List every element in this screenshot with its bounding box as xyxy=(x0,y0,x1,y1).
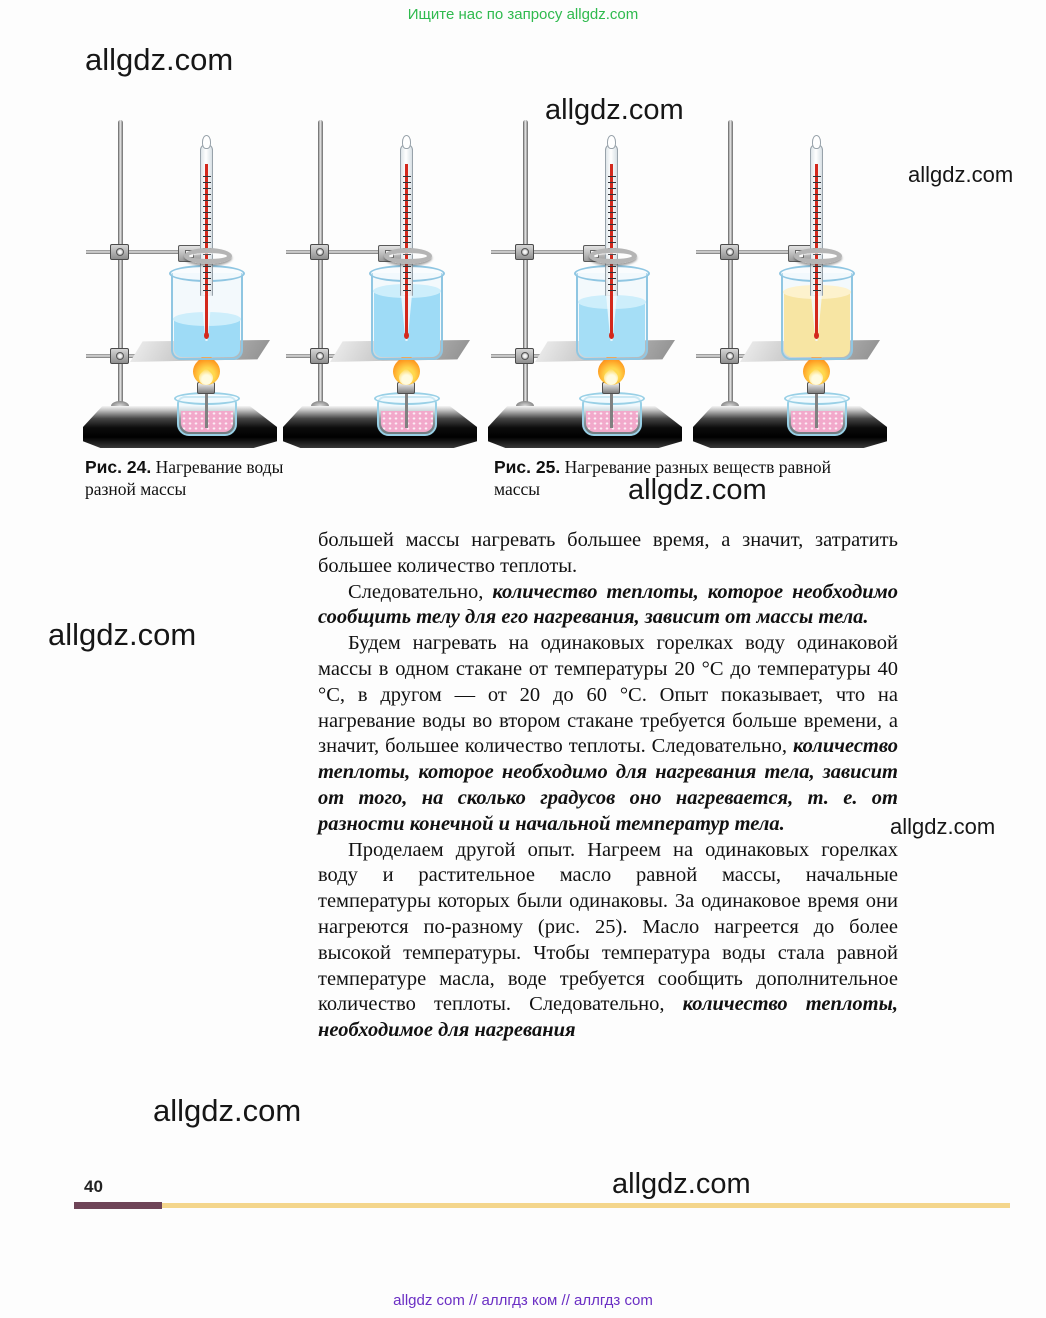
clamp-screw-icon xyxy=(726,352,734,360)
figure-label: Рис. 24. xyxy=(85,457,152,477)
clamp-screw-icon xyxy=(521,248,529,256)
body-text xyxy=(318,528,898,1044)
burner-wick xyxy=(405,394,408,428)
watermark: allgdz.com xyxy=(153,1093,302,1128)
search-banner: Ищите нас по запросу allgdz.com xyxy=(407,6,639,23)
clamp-screw-icon xyxy=(316,248,324,256)
footer-links: allgdz com // аллгдз ком // аллгдз com xyxy=(393,1292,653,1309)
burner-wick xyxy=(815,394,818,428)
watermark: allgdz.com xyxy=(85,42,234,77)
watermark: allgdz.com xyxy=(628,474,767,506)
emphasis-run: количество теплоты, которое необходимо для нагревания тела, зависит от того, на сколько градусов оно нагревается, т. е. от разности конечной и начальной температур тела. xyxy=(318,735,898,835)
text-run: Следовательно, xyxy=(348,580,493,603)
paragraph xyxy=(318,631,898,837)
page-number: 40 xyxy=(84,1177,103,1196)
watermark: allgdz.com xyxy=(908,162,1014,187)
watermark: allgdz.com xyxy=(890,814,996,839)
figure-caption-text: Нагревание воды разной массы xyxy=(85,457,284,499)
clamp-screw-icon xyxy=(116,352,124,360)
thermometer-bulb xyxy=(814,332,819,339)
upper-clamp xyxy=(110,244,129,260)
thermometer-bulb xyxy=(404,332,409,339)
footer-rule-gold xyxy=(162,1203,1010,1208)
thermometer-scale xyxy=(813,176,821,292)
emphasis-run: количество теплоты, которое необходимо сообщить телу для его нагревания, зависит от массы тела. xyxy=(318,580,899,629)
watermark: allgdz.com xyxy=(545,94,684,126)
apparatus-oil-equal-mass xyxy=(693,118,889,452)
watermark: allgdz.com xyxy=(48,617,197,652)
figure-caption-text: Нагревание разных веществ равной массы xyxy=(494,457,831,499)
holder-ring xyxy=(794,248,842,264)
thermometer-bulb xyxy=(204,332,209,339)
thermometer-scale xyxy=(203,176,211,292)
watermark: allgdz.com xyxy=(612,1168,751,1200)
text-run: Проделаем другой опыт. Нагреем на одинаковых горелках воду и растительное масло равной массы, начальные температуры которых были одинаковы. За одинаковое время они нагреются по-разному (рис. 25). Масло нагреется до более высокой температуры. Чтобы температура воды стала равной температуре масла, воде требуется сообщить дополнительное количество теплоты. Следовательно, xyxy=(318,838,898,1016)
lower-clamp xyxy=(515,348,534,364)
footer-rule-dark xyxy=(74,1202,162,1209)
thermometer-top xyxy=(607,135,616,149)
thermometer-bulb xyxy=(609,332,614,339)
upper-clamp xyxy=(515,244,534,260)
figure-caption-24 xyxy=(85,456,335,500)
paragraph xyxy=(318,580,898,632)
lower-clamp xyxy=(110,348,129,364)
holder-ring xyxy=(589,248,637,264)
text-run: Будем нагревать на одинаковых горелках воду одинаковой массы в одном стакане от температуры 20 °C до температуры 40 °C, в другом — от 20 до 60 °C. Опыт показывает, что на нагревание воды во втором стакане требуется больше времени, а значит, большее количество теплоты. Следовательно, xyxy=(318,632,898,758)
apparatus-water-small-mass xyxy=(83,118,279,452)
thermometer-scale xyxy=(608,176,616,292)
holder-ring xyxy=(184,248,232,264)
clamp-screw-icon xyxy=(116,248,124,256)
burner-wick xyxy=(205,394,208,428)
apparatus-water-equal-mass xyxy=(488,118,684,452)
clamp-screw-icon xyxy=(316,352,324,360)
stand-rod xyxy=(318,120,323,412)
thermometer-top xyxy=(202,135,211,149)
lower-clamp xyxy=(720,348,739,364)
figure-label: Рис. 25. xyxy=(494,457,561,477)
lower-clamp xyxy=(310,348,329,364)
burner-wick xyxy=(610,394,613,428)
upper-clamp xyxy=(720,244,739,260)
stand-rod xyxy=(728,120,733,412)
thermometer-scale xyxy=(403,176,411,292)
figure-caption-25 xyxy=(494,456,854,500)
apparatus-water-large-mass xyxy=(283,118,479,452)
paragraph xyxy=(318,528,898,580)
upper-clamp xyxy=(310,244,329,260)
emphasis-run: количество теплоты, необходимое для нагревания xyxy=(318,993,898,1042)
clamp-screw-icon xyxy=(521,352,529,360)
text-run: большей массы нагревать большее время, а значит, затратить большее количество теплоты. xyxy=(318,529,898,577)
figures-row xyxy=(0,0,1046,460)
paragraph xyxy=(318,838,898,1044)
holder-ring xyxy=(384,248,432,264)
thermometer-top xyxy=(812,135,821,149)
clamp-screw-icon xyxy=(726,248,734,256)
stand-rod xyxy=(118,120,123,412)
thermometer-top xyxy=(402,135,411,149)
stand-rod xyxy=(523,120,528,412)
